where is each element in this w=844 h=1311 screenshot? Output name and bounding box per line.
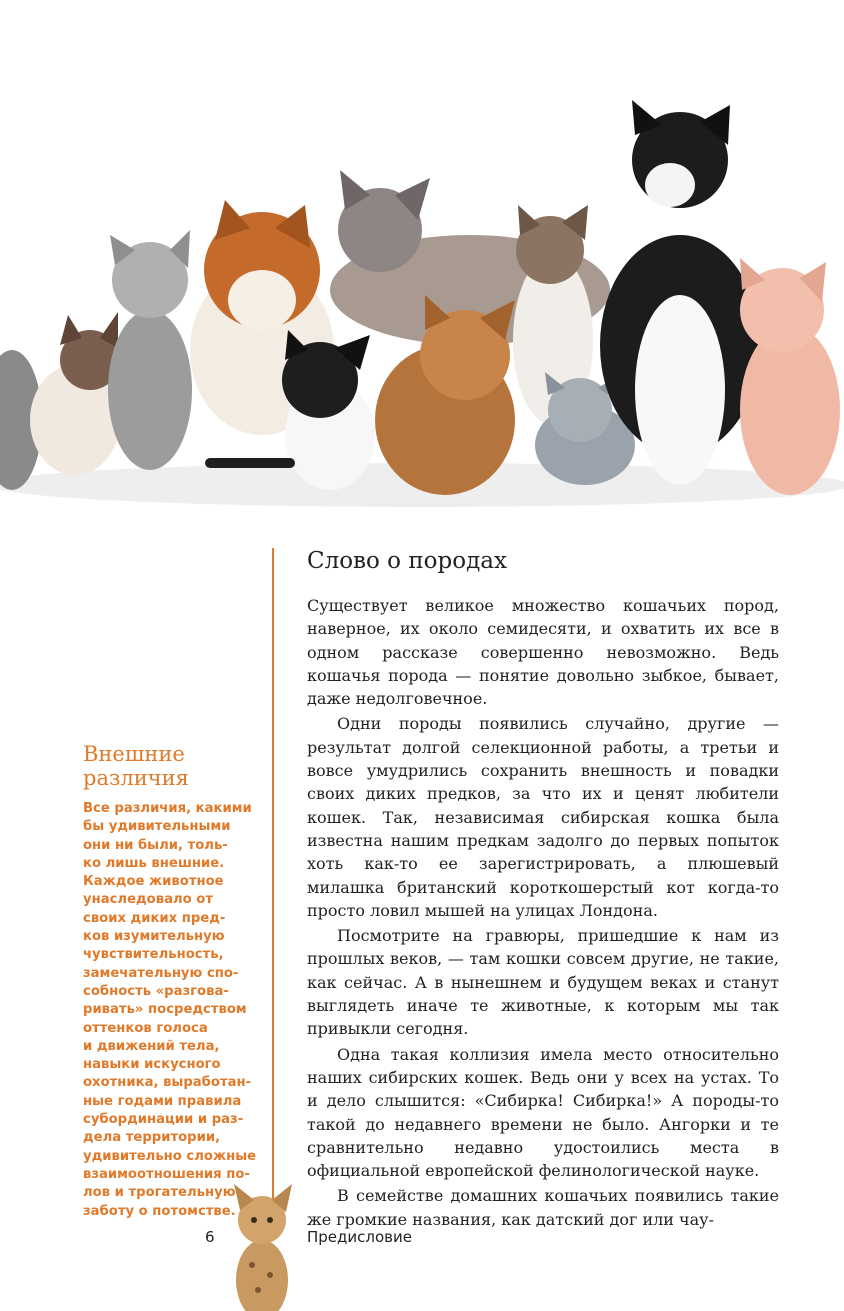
sidebar-line: Каждое животное [83, 874, 224, 890]
sidebar-line: собность «разгова- [83, 983, 229, 999]
sidebar-title-line: различия [83, 766, 189, 790]
sidebar-line: чувствительность, [83, 947, 224, 963]
sidebar-line: ко лишь внешние. [83, 855, 225, 871]
paragraph: В семействе домашних кошачьих появились такие же громкие названия, как датский дог или чау- [307, 1186, 779, 1229]
sidebar-line: унаследовало от [83, 892, 213, 908]
sidebar-line: дела территории, [83, 1130, 221, 1146]
sidebar-line: ривать» посредством [83, 1002, 247, 1018]
sidebar-text [83, 800, 273, 1221]
sidebar-line: они ни были, толь- [83, 837, 228, 853]
sidebar-title-line: Внешние [83, 742, 185, 766]
cat-silver-tabby [108, 230, 192, 470]
paragraph: Существует великое множество кошачьих пород, наверное, их около семидесяти, и охватить их все в одном рассказе совершенно невозможно. Ведь кошачья порода — понятие довольно зыбкое, бывает, даже недолговечное. [307, 596, 779, 709]
cat-cream-kitten [740, 258, 840, 495]
sidebar-line: навыки искусного [83, 1057, 221, 1073]
sidebar-line: бы удивительными [83, 819, 231, 835]
paragraph: Одни породы появились случайно, другие — результат долгой селекционной работы, а третьи и вовсе умудрились сохранить внешность и повадки своих диких предков, за что их и ценят любители кошек. Так, независимая сибирская кошка была известна нашим предкам задолго до первых попыток хоть как-то ее зарегистрировать, а плюшевый милашка британский короткошерстый кот когда-то просто ловил мышей на улицах Лондона. [307, 714, 779, 920]
sidebar-line: Все различия, какими [83, 801, 252, 816]
page-title: Слово о породах [307, 548, 507, 574]
paragraph: Посмотрите на гравюры, пришедшие к нам из прошлых веков, — там кошки совсем другие, не такие, как сейчас. А в нынешнем и будущем веках и станут выглядеть иначе те животные, к которым мы так привыкли сегодня. [307, 926, 779, 1039]
main-body [307, 594, 779, 1233]
sidebar-line: взаимоотношения по- [83, 1166, 250, 1182]
sidebar-line: и движений тела, [83, 1038, 220, 1054]
sidebar-line: охотника, выработан- [83, 1075, 252, 1091]
sidebar-title [83, 742, 263, 790]
sidebar-line: заботу о потомстве. [83, 1203, 236, 1219]
sidebar-line: лов и трогательную [83, 1185, 236, 1201]
cat-siamese-kitten [30, 312, 120, 475]
page-number: 6 [205, 1228, 215, 1246]
cats-group-photo [0, 90, 844, 510]
bengal-kitten-image [222, 1180, 302, 1311]
sidebar-line: субординации и раз- [83, 1112, 244, 1128]
sidebar-line: замечательную спо- [83, 965, 239, 981]
running-footer: Предисловие [307, 1228, 412, 1246]
sidebar-line: ные годами правила [83, 1093, 242, 1109]
sidebar-line: своих диких пред- [83, 910, 226, 926]
sidebar-line: оттенков голоса [83, 1020, 208, 1036]
sidebar-line: удивительно сложные [83, 1148, 257, 1164]
sidebar-line: ков изумительную [83, 929, 225, 945]
paragraph: Одна такая коллизия имела место относительно наших сибирских кошек. Ведь они у всех на устах. То и дело слышится: «Сибирка! Сибирка!» А породы-то такой до недавнего времени не было. Ангорки и те сравнительно недавно удостоились места в официальной европейской фелинологической науке. [307, 1044, 779, 1181]
